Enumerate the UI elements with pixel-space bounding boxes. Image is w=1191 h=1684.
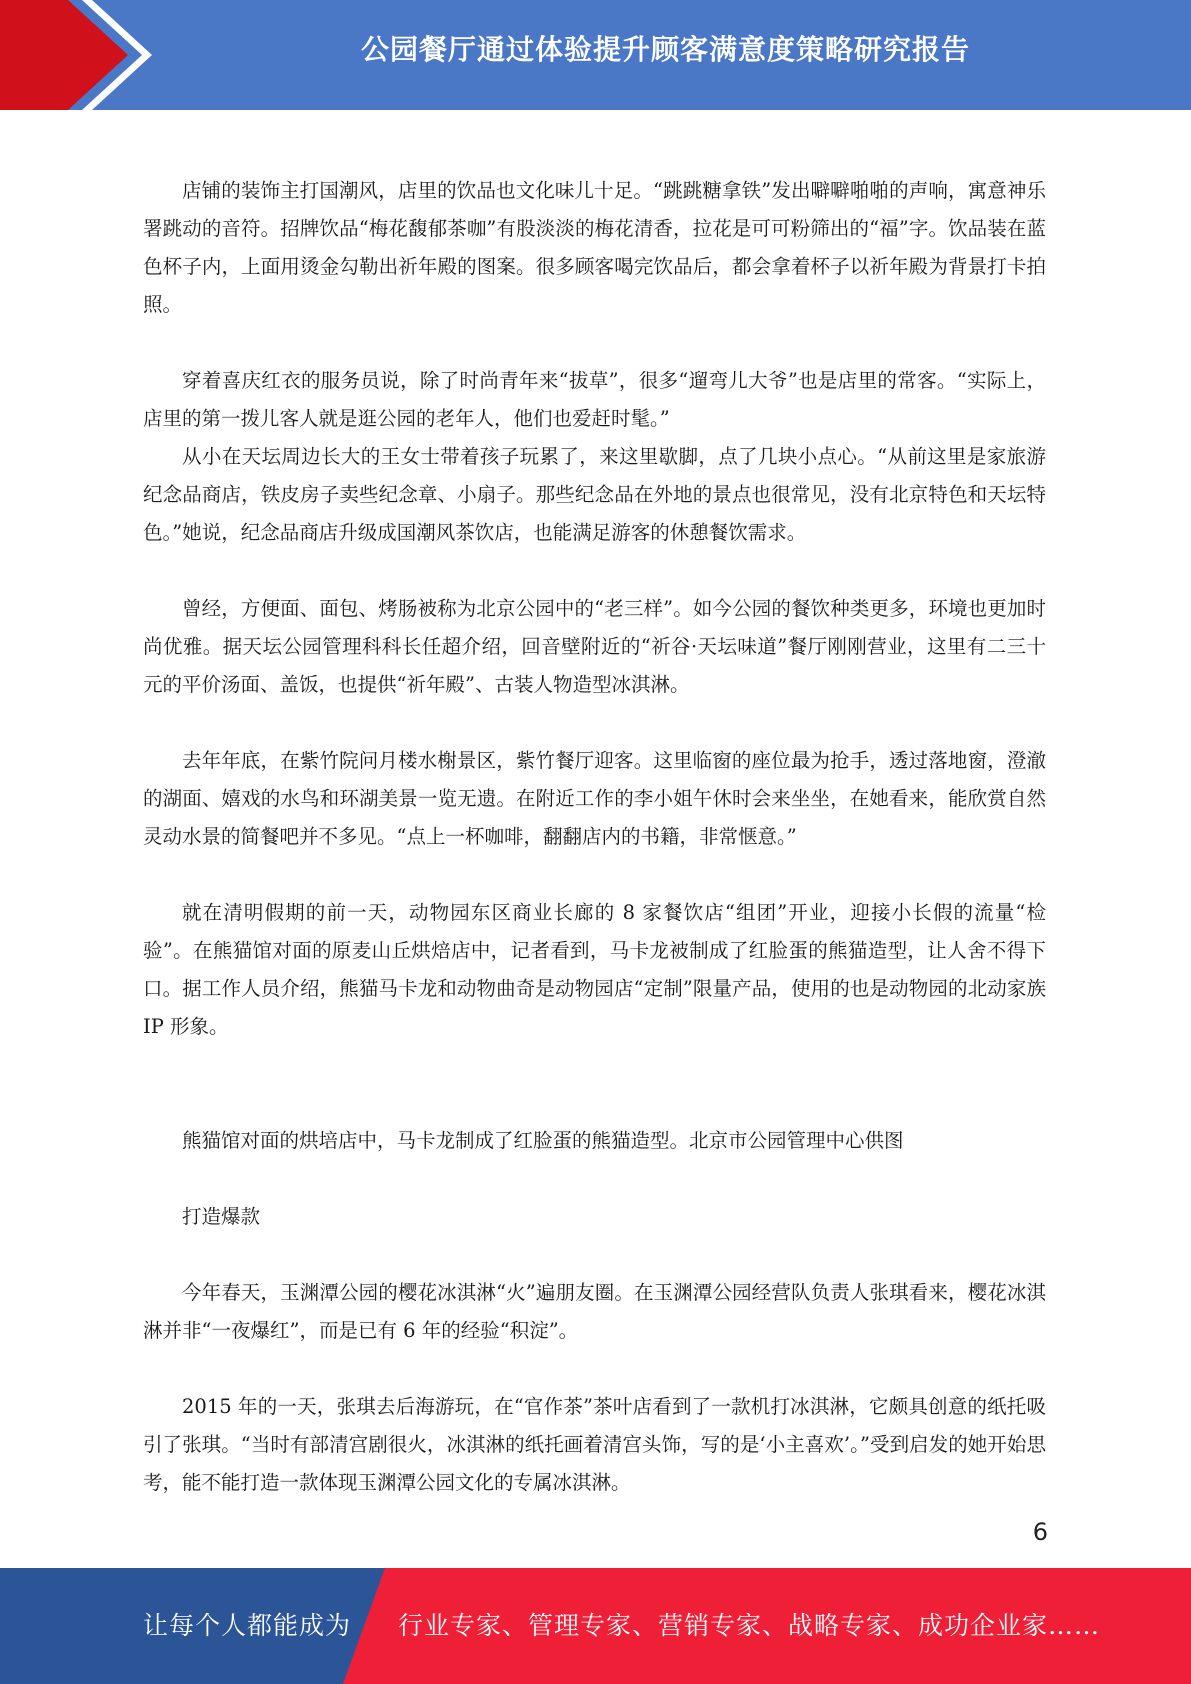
paragraph: 去年年底，在紫竹院问月楼水榭景区，紫竹餐厅迎客。这里临窗的座位最为抢手，透过落地窗，澄澈的湖面、嬉戏的水鸟和环湖美景一览无遗。在附近工作的李小姐午休时会来坐坐，在她看来，能欣赏自然灵动水景的简餐吧并不多见。“点上一杯咖啡，翻翻店内的书籍，非常惬意。” bbox=[143, 749, 1046, 848]
paragraph: 曾经，方便面、面包、烤肠被称为北京公园中的“老三样”。如今公园的餐饮种类更多，环境也更加时尚优雅。据天坛公园管理科科长任超介绍，回音壁附近的“祈谷·天坛味道”餐厅刚刚营业，这里有二三十元的平价汤面、盖饭，也提供“祈年殿”、古装人物造型冰淇淋。 bbox=[143, 597, 1046, 696]
paragraph: 穿着喜庆红衣的服务员说，除了时尚青年来“拔草”，很多“遛弯儿大爷”也是店里的常客。“实际上，店里的第一拨儿客人就是逛公园的老年人，他们也爱赶时髦。” bbox=[143, 369, 1046, 430]
footer-slogan-left: 让每个人都能成为 bbox=[143, 1611, 352, 1640]
section-heading: 打造爆款 bbox=[182, 1205, 261, 1228]
article-body bbox=[143, 172, 1046, 1502]
paragraph: 2015 年的一天，张琪去后海游玩，在“官作茶”茶叶店看到了一款机打冰淇淋，它颇具创意的纸托吸引了张琪。“当时有部清宫剧很火，冰淇淋的纸托画着清宫头饰，写的是‘小主喜欢’。”受到启发的她开始思考，能不能打造一款体现玉渊潭公园文化的专属冰淇淋。 bbox=[143, 1395, 1046, 1494]
document-title: 公园餐厅通过体验提升顾客满意度策略研究报告 bbox=[360, 33, 970, 66]
page-number: 6 bbox=[1032, 1518, 1048, 1546]
page-header bbox=[0, 0, 1191, 110]
paragraph: 今年春天，玉渊潭公园的樱花冰淇淋“火”遍朋友圈。在玉渊潭公园经营队负责人张琪看来，樱花冰淇淋并非“一夜爆红”，而是已有 6 年的经验“积淀”。 bbox=[143, 1281, 1046, 1342]
paragraph: 从小在天坛周边长大的王女士带着孩子玩累了，来这里歇脚，点了几块小点心。“从前这里是家旅游纪念品商店，铁皮房子卖些纪念章、小扇子。那些纪念品在外地的景点也很常见，没有北京特色和天坛特色。”她说，纪念品商店升级成国潮风茶饮店，也能满足游客的休憩餐饮需求。 bbox=[143, 445, 1046, 544]
paragraph: 店铺的装饰主打国潮风，店里的饮品也文化味儿十足。“跳跳糖拿铁”发出噼噼啪啪的声响，寓意神乐署跳动的音符。招牌饮品“梅花馥郁茶咖”有股淡淡的梅花清香，拉花是可可粉筛出的“福”字。饮品装在蓝色杯子内，上面用烫金勾勒出祈年殿的图案。很多顾客喝完饮品后，都会拿着杯子以祈年殿为背景打卡拍照。 bbox=[143, 179, 1046, 316]
footer-slogan-right: 行业专家、管理专家、营销专家、战略专家、成功企业家…… bbox=[398, 1611, 1101, 1640]
paragraph: 就在清明假期的前一天，动物园东区商业长廊的 8 家餐饮店“组团”开业，迎接小长假的流量“检验”。在熊猫馆对面的原麦山丘烘焙店中，记者看到，马卡龙被制成了红脸蛋的熊猫造型，让人舍不得下口。据工作人员介绍，熊猫马卡龙和动物曲奇是动物园店“定制”限量产品，使用的也是动物园的北动家族 IP 形象。 bbox=[143, 901, 1046, 1038]
page-footer bbox=[0, 1568, 1191, 1684]
image-caption: 熊猫馆对面的烘培店中，马卡龙制成了红脸蛋的熊猫造型。北京市公园管理中心供图 bbox=[182, 1129, 904, 1152]
header-chevron-icon bbox=[0, 0, 160, 110]
